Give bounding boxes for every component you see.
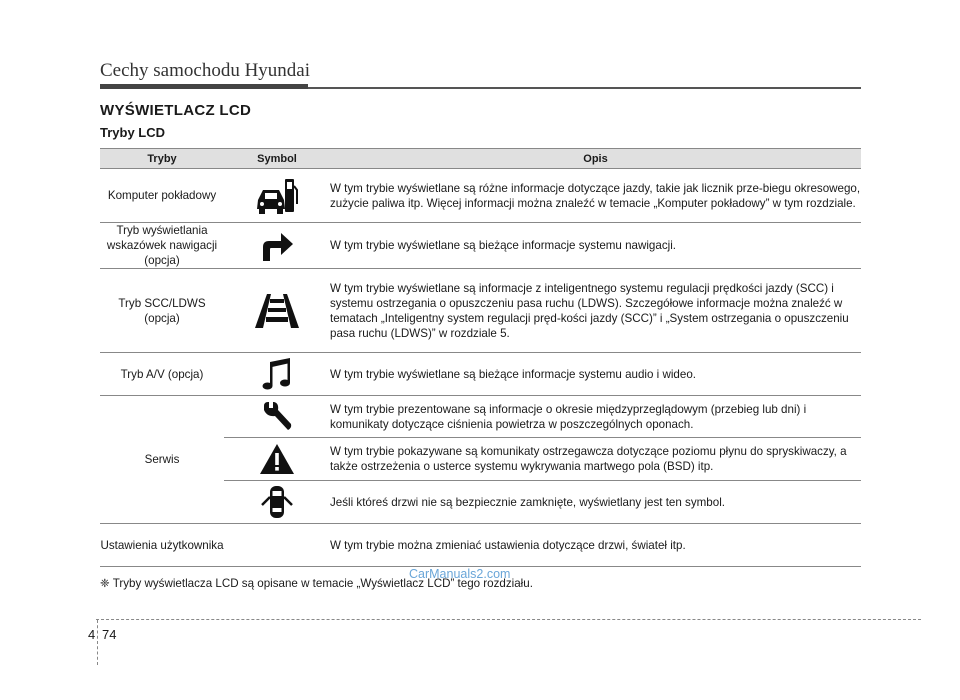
section-title: WYŚWIETLACZ LCD xyxy=(100,102,252,119)
table-row xyxy=(100,223,861,269)
running-header-title: Cechy samochodu Hyundai xyxy=(100,60,311,81)
symbol-cell xyxy=(224,481,330,524)
footer-rule xyxy=(96,619,921,620)
page-section-number: 4 xyxy=(88,627,96,642)
subsection-title: Tryby LCD xyxy=(100,125,166,140)
symbol-cell xyxy=(224,223,330,269)
fuel-car-icon xyxy=(255,176,299,216)
footer-divider xyxy=(97,620,98,665)
symbol-cell xyxy=(224,396,330,438)
table-row xyxy=(100,396,861,438)
column-header-modes: Tryby xyxy=(100,149,224,169)
description-cell: W tym trybie wyświetlane są bieżące informacje systemu audio i wideo. xyxy=(330,353,861,396)
table-row xyxy=(100,524,861,567)
lane-icon xyxy=(253,291,301,331)
description-cell: W tym trybie wyświetlane są bieżące informacje systemu nawigacji. xyxy=(330,223,861,269)
page-number: 74 xyxy=(102,627,117,642)
mode-cell: Tryb wyświetlania wskazówek nawigacji (opcja) xyxy=(100,223,224,269)
mode-cell: Serwis xyxy=(100,396,224,524)
music-note-icon xyxy=(260,356,294,392)
wrench-icon xyxy=(260,400,294,434)
turn-arrow-icon xyxy=(257,229,297,263)
description-cell: W tym trybie wyświetlane są informacje z inteligentnego systemu regulacji prędkości jazdy (SCC) i systemu ostrzegania o opuszczeniu pasa ruchu (LDWS). Szczegółowe informacje można znaleźć w tematach „Inteligentny system regulacji pręd-kości jazdy (SCC)” i „System ostrzegania o opuszczeniu pasa ruchu (LDWS)” w rozdziale 5. xyxy=(330,269,861,353)
table-row xyxy=(100,169,861,223)
mode-cell: Tryb SCC/LDWS (opcja) xyxy=(100,269,224,353)
watermark: CarManuals2.com xyxy=(409,567,511,581)
column-header-description: Opis xyxy=(330,149,861,169)
door-open-car-icon xyxy=(259,483,295,521)
table-row xyxy=(100,353,861,396)
description-cell: Jeśli któreś drzwi nie są bezpiecznie zamknięte, wyświetlany jest ten symbol. xyxy=(330,481,861,524)
mode-cell: Tryb A/V (opcja) xyxy=(100,353,224,396)
description-cell: W tym trybie można zmieniać ustawienia dotyczące drzwi, świateł itp. xyxy=(330,524,861,567)
footnote: ❈ Tryby wyświetlacza LCD są opisane w temacie „Wyświetlacz LCD” tego rozdziału. xyxy=(100,577,533,590)
mode-cell: Komputer pokładowy xyxy=(100,169,224,223)
symbol-cell xyxy=(224,524,330,567)
header-bar xyxy=(100,84,308,89)
description-cell: W tym trybie prezentowane są informacje o okresie międzyprzeglądowym (przebieg lub dni) i komunikaty dotyczące ciśnienia powietrza w poszczególnych oponach. xyxy=(330,396,861,438)
symbol-cell xyxy=(224,438,330,481)
symbol-cell xyxy=(224,269,330,353)
column-header-symbol: Symbol xyxy=(224,149,330,169)
lcd-modes-table xyxy=(100,148,861,567)
description-cell: W tym trybie pokazywane są komunikaty ostrzegawcza dotyczące poziomu płynu do spryskiwaczy, a także ostrzeżenia o usterce systemu wykrywania martwego pola (BSD) itp. xyxy=(330,438,861,481)
table-row xyxy=(100,269,861,353)
header-rule xyxy=(308,87,861,89)
symbol-cell xyxy=(224,169,330,223)
description-cell: W tym trybie wyświetlane są różne informacje dotyczące jazdy, takie jak licznik prze-biegu okresowego, zużycie paliwa itp. Więcej informacji można znaleźć w temacie „Komputer pokładowy” w tym rozdziale. xyxy=(330,169,861,223)
mode-cell: Ustawienia użytkownika xyxy=(100,524,224,567)
warning-triangle-icon xyxy=(258,442,296,476)
symbol-cell xyxy=(224,353,330,396)
table-header-row xyxy=(100,149,861,169)
